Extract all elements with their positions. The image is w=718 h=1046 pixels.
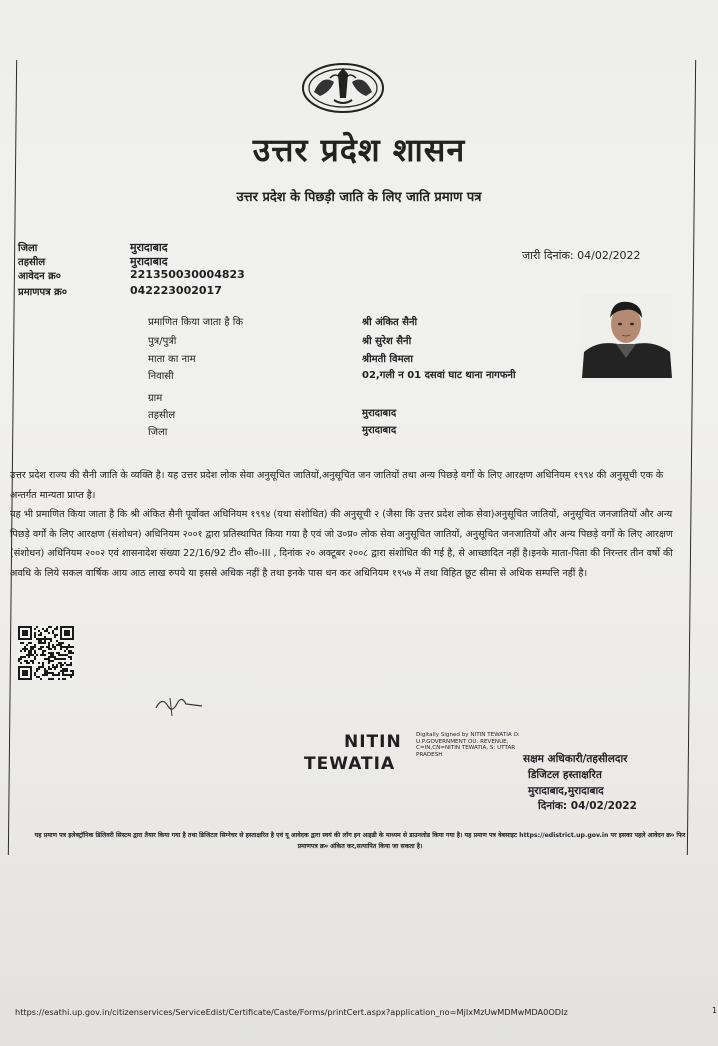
issue-date-value: 04/02/2022 bbox=[577, 249, 641, 262]
field-certified-value: श्री अंकित सैनी bbox=[362, 317, 418, 328]
application-number-value: 221350030004823 bbox=[130, 268, 245, 281]
print-url: https://esathi.up.gov.in/citizenservices/ServiceEdist/Certificate/Caste/Forms/printCert.aspx?application_no=MjIxMzUwMDMwMDA0ODIz bbox=[15, 1007, 568, 1017]
body-paragraph-2: यह भी प्रमाणित किया जाता है कि श्री अंकित सैनी पूर्वोक्त अधिनियम १९९४ (यथा संशोधित) की अनुसूची २ (जैसा कि उत्तर प्रदेश लोक सेवा)अनुसूचित जातियों, अनुसूचित जनजातियों और अन्य पिछड़े वर्गों के लिए आरक्षण (संशोधन) अधिनियम २००१ द्वारा प्रतिस्थापित किया गया है एवं जो उ०प्र० लोक सेवा अनुसूचित जातियों, अनुसूचित जनजातियों और अन्य पिछड़े वर्गों के लिए आरक्षण (संशोधन) अधिनियम २००२ एवं शासनादेश संख्या 22/16/92 टी० सी०-III , दिनांक २० अक्टूबर २००८ द्वारा संशोधित की गई है, से आच्छादित नहीं है।इनके माता-पिता की निरन्तर तीन वर्षो की अवधि के लिये सकल वार्षिक आय आठ लाख रुपये या इससे अधिक नहीं है तथा इनके पास धन कर अधिनियम १९५७ में तथा विहित छूट सीमा से अधिक सम्पत्ति नहीं है। bbox=[10, 509, 673, 579]
field-district-label: जिला bbox=[148, 427, 168, 438]
handwritten-mark bbox=[150, 690, 210, 718]
field-son-of-label: पुत्र/पुत्री bbox=[148, 336, 177, 347]
field-son-of-value: श्री सुरेश सैनी bbox=[362, 336, 412, 347]
district-label: जिला bbox=[18, 243, 38, 254]
district-value: मुरादाबाद bbox=[130, 241, 168, 254]
authority-location: मुरादाबाद,मुरादाबाद bbox=[528, 785, 604, 797]
field-village-label: ग्राम bbox=[148, 393, 163, 404]
field-certified-label: प्रमाणित किया जाता है कि bbox=[148, 317, 244, 328]
authority-title: सक्षम अधिकारी/तहसीलदार bbox=[523, 753, 628, 765]
field-tehsil-value: मुरादाबाद bbox=[362, 408, 397, 419]
issue-date bbox=[522, 248, 641, 263]
certificate-number-value: 042223002017 bbox=[130, 284, 222, 297]
application-number-label: आवेदन क्र० bbox=[18, 271, 62, 282]
field-resident-value: 02,गली न 01 दसवां घाट थाना नागफनी bbox=[362, 370, 516, 381]
authority-digital-signed: डिजिटल हस्ताक्षरित bbox=[528, 769, 602, 781]
applicant-photo bbox=[580, 294, 672, 378]
signer-name-line2: TEWATIA bbox=[304, 754, 396, 774]
digital-signature bbox=[304, 732, 520, 776]
page-title: उत्तर प्रदेश शासन bbox=[252, 131, 466, 169]
field-mother-label: माता का नाम bbox=[148, 354, 196, 365]
field-resident-label: निवासी bbox=[148, 371, 174, 382]
certificate-body bbox=[10, 466, 690, 583]
field-tehsil-label: तहसील bbox=[148, 410, 176, 421]
certificate-subtitle: उत्तर प्रदेश के पिछड़ी जाति के लिए जाति प्रमाण पत्र bbox=[236, 190, 482, 205]
issue-date-label: जारी दिनांक: bbox=[522, 249, 574, 262]
digital-signature-details: Digitally Signed by NITIN TEWATIA O: U.P.GOVERNMENT OU: REVENUE, C=IN,CN=NITIN TEWATIA, S: UTTAR PRADESH bbox=[416, 732, 520, 758]
page-number: 1 bbox=[712, 1006, 718, 1015]
up-emblem-logo bbox=[300, 62, 386, 114]
authority-date bbox=[538, 799, 637, 813]
field-district-value: मुरादाबाद bbox=[362, 425, 397, 436]
verification-note: यह प्रमाण पत्र इलेक्ट्रॉनिक डिलिवरी सिस्टम द्वारा तैयार किया गया है तथा डिजिटल सिग्नेचर से हस्ताक्षरित है एवं यू आवेदक द्वारा स्वयं की लॉग इन आइडी के माध्यम से डाउनलोड किया गया है। यह प्रमाण पत्र वेबसाइट https://edistrict.up.gov.in पर इसका पहले आवेदन क्र० फिर प्रमाणपत्र क्र० अंकित कर,सत्यापित किया जा सकता है। bbox=[34, 832, 686, 850]
certificate-number-label: प्रमाणपत्र क्र० bbox=[18, 287, 68, 298]
tehsil-value: मुरादाबाद bbox=[130, 255, 168, 268]
tehsil-label: तहसील bbox=[18, 257, 46, 268]
qr-code bbox=[18, 626, 74, 680]
body-paragraph-1: उत्तर प्रदेश राज्य की सैनी जाति के व्यक्ति है। यह उत्तर प्रदेश लोक सेवा अनुसूचित जातियों,अनुसूचित जन जातियों तथा अन्य पिछड़े वर्गों के लिए आरक्षण अधिनियम १९९४ की अनुसूची एक के अन्तर्गत मान्यता प्राप्त है। bbox=[10, 470, 664, 501]
authority-date-label: दिनांक: bbox=[538, 800, 568, 812]
authority-date-value: 04/02/2022 bbox=[570, 800, 637, 812]
field-mother-value: श्रीमती विमला bbox=[362, 354, 413, 365]
signer-name-line1: NITIN bbox=[344, 732, 402, 752]
